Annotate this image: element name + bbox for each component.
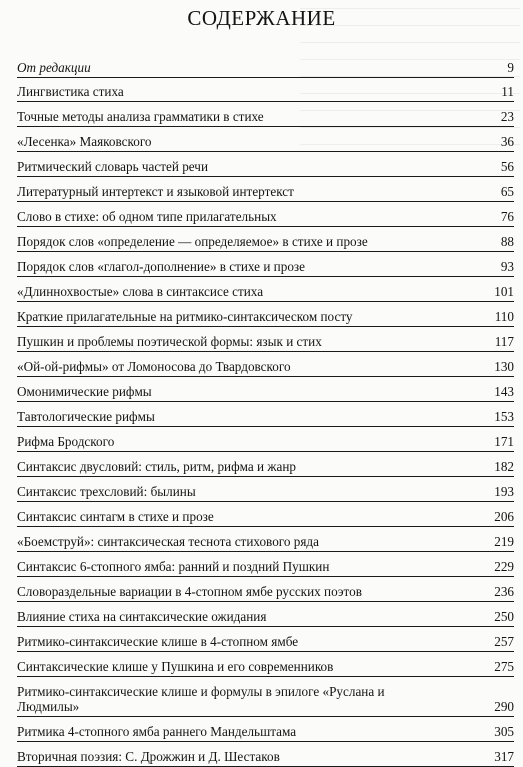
toc-entry[interactable] bbox=[17, 277, 514, 302]
toc-entry-title: Порядок слов «глагол-дополнение» в стихе и прозе bbox=[17, 259, 305, 274]
toc-entry-title: Литературный интертекст и языковой интертекст bbox=[17, 184, 294, 199]
toc-entry-page: 130 bbox=[494, 359, 514, 374]
toc-entry-page: 143 bbox=[494, 384, 514, 399]
toc-entry[interactable] bbox=[17, 302, 514, 327]
toc-entry-page: 65 bbox=[500, 184, 514, 199]
toc-entry-title: Синтаксические клише у Пушкина и его современников bbox=[17, 659, 334, 674]
toc-entry[interactable] bbox=[17, 102, 514, 127]
toc-entry-title: Вторичная поэзия: С. Дрожжин и Д. Шестаков bbox=[17, 749, 280, 764]
toc-entry[interactable] bbox=[17, 60, 514, 78]
toc-entry[interactable] bbox=[17, 602, 514, 627]
toc-entry-page: 206 bbox=[494, 509, 514, 524]
toc-entry[interactable] bbox=[17, 202, 514, 227]
toc-entry-page: 182 bbox=[494, 459, 514, 474]
toc-entry[interactable] bbox=[17, 177, 514, 202]
toc-entry-title: «Ой-ой-рифмы» от Ломоносова до Твардовского bbox=[17, 359, 291, 374]
toc-entry-page: 117 bbox=[494, 334, 514, 349]
page-title: СОДЕРЖАНИЕ bbox=[187, 6, 336, 30]
toc-entry-page: 101 bbox=[494, 284, 514, 299]
toc-entry-page: 93 bbox=[500, 259, 514, 274]
toc-entry[interactable] bbox=[17, 327, 514, 352]
toc-entry-page: 76 bbox=[500, 209, 514, 224]
toc-entry-title: Омонимические рифмы bbox=[17, 384, 152, 399]
toc-entry-title: Влияние стиха на синтаксические ожидания bbox=[17, 609, 267, 624]
toc-entry-title: Рифма Бродского bbox=[17, 434, 115, 449]
toc-entry-page: 36 bbox=[500, 134, 514, 149]
toc-entry-page: 110 bbox=[494, 309, 514, 324]
toc-entry-title: Словораздельные вариации в 4-стопном ямбе русских поэтов bbox=[17, 584, 362, 599]
toc-entry-title: Ритмический словарь частей речи bbox=[17, 159, 208, 174]
toc-entry[interactable] bbox=[17, 127, 514, 152]
toc-entry-title: Ритмико-синтаксические клише в 4-стопном ямбе bbox=[17, 634, 299, 649]
toc-entry-page: 219 bbox=[494, 534, 514, 549]
toc-entry-title: «Лесенка» Маяковского bbox=[17, 134, 152, 149]
toc-entry-page: 250 bbox=[494, 609, 514, 624]
toc-entry[interactable] bbox=[17, 377, 514, 402]
toc-entry-title: Синтаксис трехсловий: былины bbox=[17, 484, 196, 499]
toc-entry-title: Пушкин и проблемы поэтической формы: язык и стих bbox=[17, 334, 322, 349]
toc-entry-title: «Длиннохвостые» слова в синтаксисе стиха bbox=[17, 284, 264, 299]
toc-entry-page: 236 bbox=[494, 584, 514, 599]
toc-entry-title: Синтаксис 6-стопного ямба: ранний и поздний Пушкин bbox=[17, 559, 330, 574]
toc-entry[interactable] bbox=[17, 742, 514, 767]
toc-entry-title: Лингвистика стиха bbox=[17, 84, 124, 99]
table-of-contents bbox=[17, 60, 514, 764]
toc-entry[interactable] bbox=[17, 477, 514, 502]
toc-entry[interactable] bbox=[17, 352, 514, 377]
toc-entry-page: 229 bbox=[494, 559, 514, 574]
toc-entry[interactable] bbox=[17, 627, 514, 652]
toc-entry[interactable] bbox=[17, 427, 514, 452]
toc-entry-page: 317 bbox=[494, 749, 514, 764]
toc-entry[interactable] bbox=[17, 402, 514, 427]
toc-entry-title: Краткие прилагательные на ритмико-синтаксическом посту bbox=[17, 309, 353, 324]
toc-entry-page: 88 bbox=[500, 234, 514, 249]
toc-entry-title: Точные методы анализа грамматики в стихе bbox=[17, 109, 264, 124]
toc-entry-title: Ритмико-синтаксические клише и формулы в эпилоге «Руслана и Людмилы» bbox=[17, 684, 385, 714]
toc-entry-page: 171 bbox=[494, 434, 514, 449]
toc-entry-title: Порядок слов «определение — определяемое» в стихе и прозе bbox=[17, 234, 368, 249]
toc-entry-title: «Боемструй»: синтаксическая теснота стихового ряда bbox=[17, 534, 319, 549]
toc-entry-page: 290 bbox=[494, 699, 514, 714]
toc-entry-page: 275 bbox=[494, 659, 514, 674]
toc-entry-page: 153 bbox=[494, 409, 514, 424]
toc-entry-page: 257 bbox=[494, 634, 514, 649]
toc-entry-title: Тавтологические рифмы bbox=[17, 409, 155, 424]
toc-entry-page: 56 bbox=[500, 159, 514, 174]
toc-entry[interactable] bbox=[17, 78, 514, 102]
toc-entry[interactable] bbox=[17, 152, 514, 177]
toc-entry[interactable] bbox=[17, 577, 514, 602]
toc-entry-title: Синтаксис двусловий: стиль, ритм, рифма и жанр bbox=[17, 459, 297, 474]
toc-entry[interactable] bbox=[17, 552, 514, 577]
toc-entry-page: 11 bbox=[501, 84, 514, 99]
toc-entry[interactable] bbox=[17, 452, 514, 477]
toc-entry-title: Слово в стихе: об одном типе прилагательных bbox=[17, 209, 277, 224]
toc-entry[interactable] bbox=[17, 527, 514, 552]
toc-entry-title: Синтаксис синтагм в стихе и прозе bbox=[17, 509, 214, 524]
toc-entry[interactable] bbox=[17, 652, 514, 677]
toc-entry-page: 305 bbox=[494, 724, 514, 739]
toc-entry-title: Ритмика 4-стопного ямба раннего Мандельштама bbox=[17, 724, 297, 739]
toc-entry-title: От редакции bbox=[17, 60, 91, 75]
toc-entry[interactable] bbox=[17, 252, 514, 277]
toc-entry-page: 9 bbox=[507, 60, 514, 75]
toc-entry[interactable] bbox=[17, 502, 514, 527]
toc-entry-page: 23 bbox=[500, 109, 514, 124]
toc-entry[interactable] bbox=[17, 717, 514, 742]
toc-entry-page: 193 bbox=[494, 484, 514, 499]
toc-entry[interactable] bbox=[17, 677, 514, 717]
toc-entry[interactable] bbox=[17, 227, 514, 252]
